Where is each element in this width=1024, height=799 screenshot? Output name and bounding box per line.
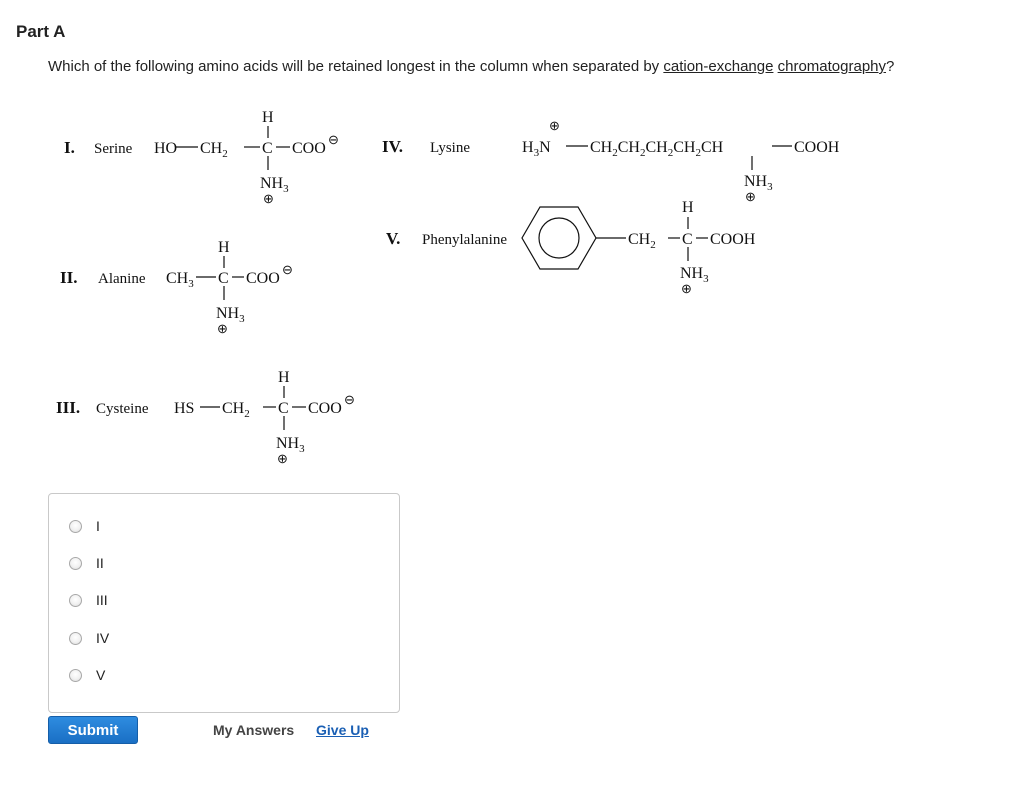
phenylalanine-h: H bbox=[682, 199, 694, 216]
alanine-minus-charge: ⊖ bbox=[282, 262, 293, 277]
choice-label: III bbox=[96, 592, 108, 608]
lysine-n-plus-charge: ⊕ bbox=[549, 118, 560, 133]
lysine-h-text: H bbox=[522, 139, 534, 156]
lysine-ch-4: CH bbox=[673, 139, 696, 156]
serine-plus-charge: ⊕ bbox=[263, 191, 274, 206]
serine-ch2 bbox=[200, 140, 228, 160]
choice-i[interactable] bbox=[69, 515, 100, 537]
chromatography-link[interactable]: chromatography bbox=[777, 58, 887, 75]
lysine-ch-alpha: CH bbox=[700, 139, 724, 156]
serine-h: H bbox=[262, 109, 274, 126]
alanine-carbon: C bbox=[218, 270, 229, 287]
choice-label: I bbox=[96, 518, 100, 534]
phenylalanine-ch2-sub: 2 bbox=[650, 239, 656, 251]
lysine-name: Lysine bbox=[430, 140, 470, 156]
alanine-nh3-sub: 3 bbox=[239, 313, 245, 325]
lysine-cooh: COOH bbox=[794, 139, 840, 156]
alanine-coo: COO bbox=[246, 270, 280, 287]
alanine-ch3-text: CH bbox=[166, 270, 189, 287]
alanine-h: H bbox=[218, 239, 230, 256]
alanine-name: Alanine bbox=[98, 271, 146, 287]
radio-button[interactable] bbox=[69, 669, 82, 682]
cysteine-numeral: III. bbox=[56, 398, 81, 417]
lysine-sub-3: 2 bbox=[667, 147, 674, 159]
serine-ch2-sub: 2 bbox=[222, 148, 228, 160]
cysteine-nh3-text: NH bbox=[276, 435, 300, 452]
serine-name: Serine bbox=[94, 141, 133, 157]
choice-v[interactable] bbox=[69, 664, 105, 686]
phenylalanine-plus-charge: ⊕ bbox=[681, 281, 692, 296]
radio-button[interactable] bbox=[69, 632, 82, 645]
alanine-ch3-sub: 3 bbox=[188, 278, 194, 290]
cysteine-carbon: C bbox=[278, 400, 289, 417]
serine-ch2-text: CH bbox=[200, 140, 223, 157]
lysine-nh3-sub: 3 bbox=[767, 181, 773, 193]
structures-figure bbox=[48, 100, 878, 480]
phenylalanine-nh3-text: NH bbox=[680, 265, 704, 282]
radio-button[interactable] bbox=[69, 557, 82, 570]
choice-label: V bbox=[96, 667, 106, 683]
give-up-link[interactable]: Give Up bbox=[316, 722, 369, 738]
cysteine-ch2-text: CH bbox=[222, 400, 245, 417]
lysine-numeral: IV. bbox=[382, 137, 403, 156]
cysteine-hs: HS bbox=[174, 400, 195, 417]
choice-label: II bbox=[96, 555, 104, 571]
lysine-ch-1: CH bbox=[590, 139, 613, 156]
lysine-chain bbox=[590, 139, 724, 159]
alanine-nh3-text: NH bbox=[216, 305, 240, 322]
cysteine-plus-charge: ⊕ bbox=[277, 451, 288, 466]
alanine-plus-charge: ⊕ bbox=[217, 321, 228, 336]
serine-carbon: C bbox=[262, 140, 273, 157]
question-suffix: ? bbox=[886, 58, 895, 75]
lysine-sub-4: 2 bbox=[695, 147, 701, 159]
serine-numeral: I. bbox=[64, 138, 75, 157]
my-answers-link[interactable]: My Answers bbox=[213, 722, 295, 738]
serine-coo: COO bbox=[292, 140, 326, 157]
cation-exchange-link[interactable]: cation-exchange bbox=[663, 58, 774, 75]
lysine-sub-2: 2 bbox=[639, 147, 646, 159]
cysteine-ch2-sub: 2 bbox=[244, 408, 250, 420]
cysteine-name: Cysteine bbox=[96, 401, 149, 417]
phenylalanine-ch2-text: CH bbox=[628, 231, 651, 248]
cysteine-nh3-sub: 3 bbox=[299, 443, 305, 455]
choice-iv[interactable] bbox=[69, 627, 109, 649]
lysine-ch-3: CH bbox=[645, 139, 668, 156]
lysine-h3n bbox=[522, 139, 551, 159]
serine-nh3-sub: 3 bbox=[283, 183, 289, 195]
question-text bbox=[48, 58, 894, 75]
lysine-plus-charge: ⊕ bbox=[745, 189, 756, 204]
phenylalanine-cooh: COOH bbox=[710, 231, 756, 248]
lysine-h-sub: 3 bbox=[533, 147, 540, 159]
alanine-ch3 bbox=[166, 270, 194, 290]
submit-button[interactable]: Submit bbox=[48, 716, 138, 744]
radio-button[interactable] bbox=[69, 520, 82, 533]
lysine-sub-1: 2 bbox=[612, 147, 618, 159]
lysine-n-text: N bbox=[539, 139, 551, 156]
cysteine-ch2 bbox=[222, 400, 250, 420]
question-prefix: Which of the following amino acids will be retained longest in the column when separated by bbox=[48, 58, 660, 75]
radio-button[interactable] bbox=[69, 594, 82, 607]
amino-acid-structures bbox=[48, 100, 878, 480]
cysteine-minus-charge: ⊖ bbox=[344, 392, 355, 407]
lysine-ch-2: CH bbox=[617, 139, 640, 156]
choice-ii[interactable] bbox=[69, 552, 104, 574]
cysteine-h: H bbox=[278, 369, 290, 386]
phenylalanine-numeral: V. bbox=[386, 229, 401, 248]
serine-ho: HO bbox=[154, 140, 178, 157]
phenylalanine-name: Phenylalanine bbox=[422, 232, 507, 248]
part-title: Part A bbox=[16, 22, 66, 41]
alanine-numeral: II. bbox=[60, 268, 78, 287]
serine-nh3-text: NH bbox=[260, 175, 284, 192]
answer-choices bbox=[48, 493, 400, 713]
phenylalanine-carbon: C bbox=[682, 231, 693, 248]
serine-minus-charge: ⊖ bbox=[328, 132, 339, 147]
choice-label: IV bbox=[96, 630, 110, 646]
cysteine-coo: COO bbox=[308, 400, 342, 417]
phenylalanine-nh3-sub: 3 bbox=[703, 273, 709, 285]
lysine-nh3-text: NH bbox=[744, 173, 768, 190]
choice-iii[interactable] bbox=[69, 589, 108, 611]
phenylalanine-ch2 bbox=[628, 231, 656, 251]
